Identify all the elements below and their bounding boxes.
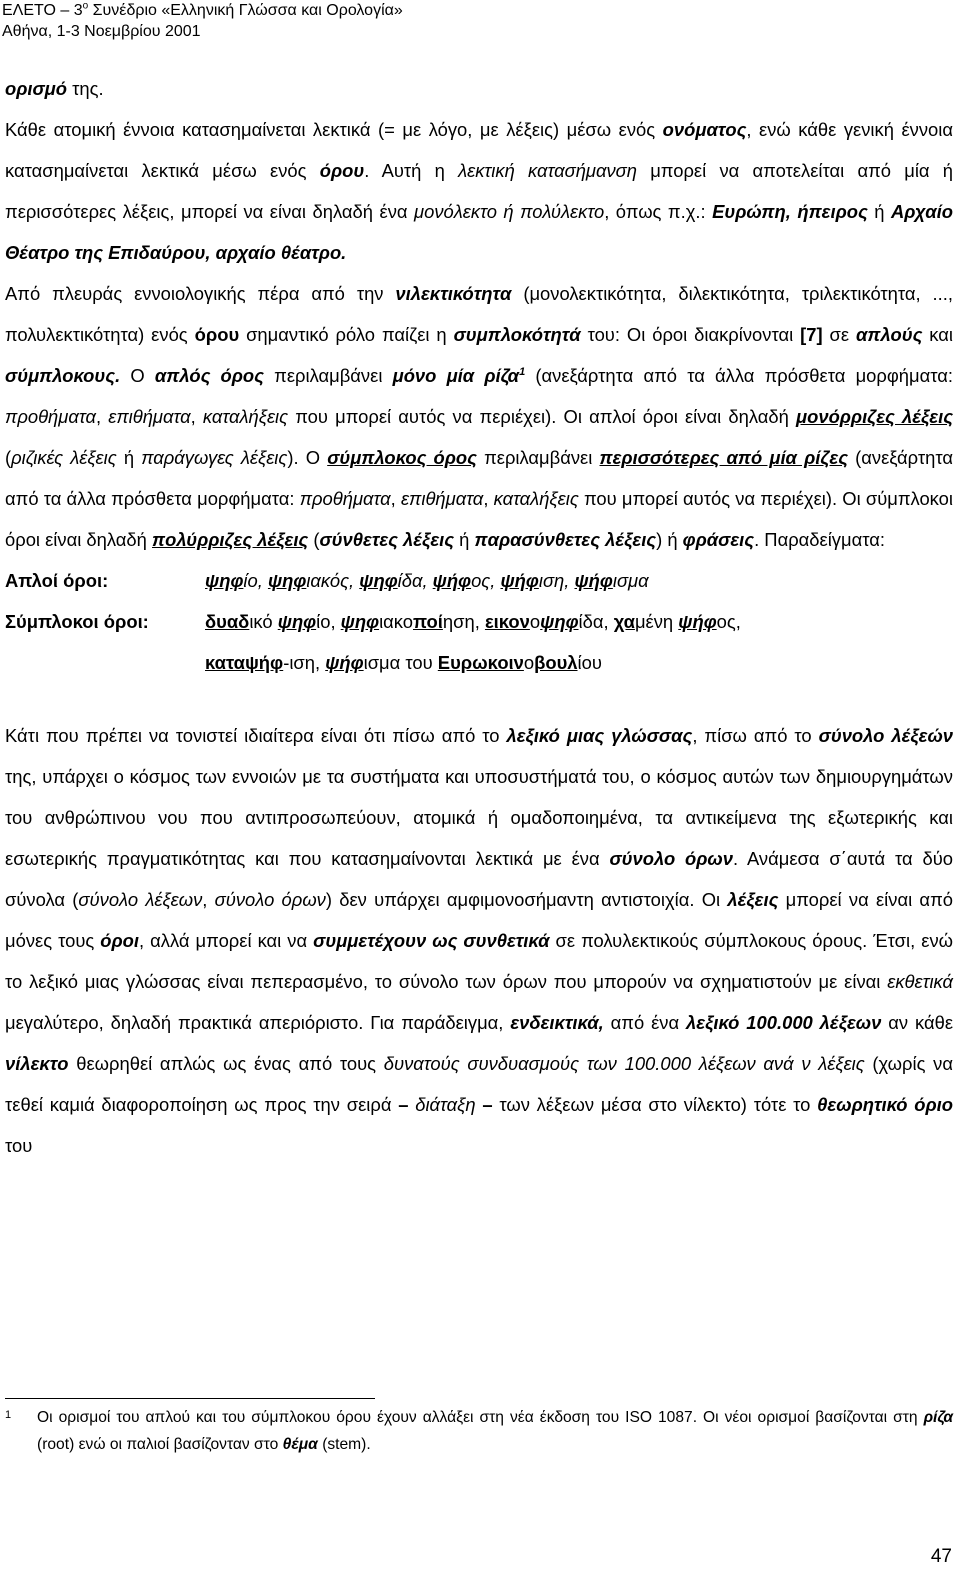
text-run: (μονολεκτικότητα, διλεκτικότητα, τριλεκτικότητα, ..., πολυλεκτικότητα) ενός [5,283,953,345]
text-run: ( [308,529,320,550]
text-run: (ανεξάρτητα από τα άλλα πρόσθετα μορφήματα: [5,447,954,509]
text-run: σύνολο όρων [609,848,734,869]
text-run: θεωρητικό όριο [817,1094,953,1115]
text-run: . Παραδείγματα: [754,529,885,550]
text-run: χα [613,611,635,632]
text-run: συμμετέχουν ως συνθετικά [313,930,550,951]
text-run: , [483,488,494,509]
text-run: ιακο [379,611,413,632]
text-run: ονόματος [662,119,747,140]
text-run: ίδα, [397,570,433,591]
text-run: σύμπλοκους. [5,365,121,386]
text-run: 1 [519,365,526,378]
text-run: συμπλοκότητά [453,324,581,345]
text-run: εκθετικά [887,971,953,992]
text-run: – [482,1094,493,1115]
text-run: ψηφ [277,611,317,632]
text-run: μόνο μία ρίζα [392,365,520,386]
text-run: του [5,1135,33,1156]
text-run: λεκτική κατασήμανση [458,160,637,181]
text-run: ισμα του [363,652,438,673]
text-run: πολύρριζες λέξεις [152,529,309,550]
text-run: μένη [634,611,679,632]
text-run: (χωρίς να τεθεί καμιά διαφοροποίηση ως προς την σειρά [5,1053,953,1115]
text-run: ψήφ [432,570,472,591]
text-run: περιλαμβάνει [476,447,600,468]
paragraph-4 [5,715,953,1166]
text-run: Κάθε ατομική έννοια κατασημαίνεται λεκτικά (= με λόγο, με λέξεις) μέσω ενός [5,119,663,140]
text-run: Ο [120,365,155,386]
text-run: ψηφ [340,611,380,632]
text-run: ψήφ [325,652,364,673]
text-run: ικό [249,611,278,632]
text-run: θέμα [282,1436,318,1453]
text-run: και [922,324,953,345]
example-complex-label: Σύμπλοκοι όροι: [5,611,149,632]
text-run: από ένα [603,1012,687,1033]
text-run: ος, [471,570,501,591]
text-run: ψηφ [540,611,579,632]
text-run: , [390,488,401,509]
text-run: (stem). [317,1436,371,1453]
text-run: Από πλευράς εννοιολογικής πέρα από την [5,283,396,304]
text-run: ιση, [538,570,575,591]
text-run: . Ανάμεσα σ΄αυτά τα δύο σύνολα ( [5,848,954,910]
text-run: σύνολο λέξεών [818,725,954,746]
text-run: ποί [412,611,443,632]
example-simple-label: Απλοί όροι: [5,570,109,591]
footnote [5,1404,953,1458]
text-run: δυαδ [205,611,250,632]
text-run: νίλεκτο [5,1053,69,1074]
text-run: καταλήξεις [202,406,289,427]
text-run: ). Ο [287,447,328,468]
text-run: απλούς [856,324,923,345]
text-run: όρου [194,324,240,345]
text-run: της, υπάρχει ο κόσμος των εννοιών με τα συστήματα και υποσυστήματά του, ο κόσμος αυτών των δημιουργημάτων του ανθρώπινου νου που αντιπροσωπεύουν, ατομικά ή ομαδοποιημένα, τα αντικείμενα της εξωτερικής και εσωτερικής πραγματικότητας και που κατασημαίνονται λεκτικά με ένα [5,766,953,869]
text-run: ψηφ [267,570,307,591]
running-header [2,0,403,42]
text-run: , όπως π.χ.: [604,201,713,222]
text-run: ο [523,652,535,673]
example-simple-terms [5,560,953,601]
text-run: ψήφ [678,611,717,632]
text-run: που μπορεί αυτός να περιέχει). Οι σύμπλοκοι όροι είναι δηλαδή [5,488,953,550]
text-run: μονόλεκτο ή πολύλεκτο [414,201,605,222]
text-run: ίδα, [578,611,614,632]
text-run: λεξικό 100.000 λέξεων [686,1012,882,1033]
text-run: της. [67,78,104,99]
example-complex-values [205,601,953,683]
text-run: παρασύνθετες λέξεις [474,529,657,550]
text-run: καταλήξεις [493,488,579,509]
text-run: σε πολυλεκτικούς σύμπλοκους όρους. Έτσι, ενώ το λεξικό μιας γλώσσας είναι πεπερασμένο, το σύνολο των όρων που μπορούν να σχηματιστούν με είναι [5,930,953,992]
text-run: ίο, [316,611,341,632]
text-run: επιθήματα [400,488,484,509]
text-run: καταψήφ [205,652,284,673]
paragraph-1 [5,68,953,109]
footnote-number: 1 [5,1409,12,1421]
text-run: -ιση, [283,652,326,673]
text-run: ) ή [656,529,683,550]
text-run: σύνολο λέξεων [78,889,203,910]
text-run: ίου [577,652,602,673]
text-run: του: Οι όροι διακρίνονται [580,324,801,345]
text-run: . Αυτή η [364,160,459,181]
text-run: ορισμό [5,78,68,99]
text-run: ψηφ [359,570,398,591]
text-run: ή [454,529,475,550]
text-run: παράγωγες λέξεις [141,447,288,468]
text-run: θεωρηθεί απλώς ως ένας από τους [68,1053,384,1074]
text-run: των λέξεων μέσα στο νίλεκτο) τότε το [492,1094,818,1115]
example-complex-line-2 [205,652,602,673]
text-run: ψήφ [574,570,613,591]
text-run: μονόρριζες λέξεις [796,406,953,427]
text-run: ενδεικτικά, [510,1012,604,1033]
text-run: απλός όρος [154,365,264,386]
text-run: εικον [484,611,530,632]
text-run: ρίζα [923,1409,953,1426]
text-run: , [202,889,215,910]
document-body [5,68,953,1166]
text-run: περιλαμβάνει [263,365,393,386]
text-run: δυνατούς συνδυασμούς των 100.000 λέξεων ανά ν λέξεις [383,1053,865,1074]
text-run: , πίσω από το [692,725,819,746]
text-run: επιθήματα [108,406,191,427]
text-run: σύνθετες λέξεις [319,529,455,550]
text-run: λέξεις [727,889,779,910]
text-run: , αλλά μπορεί και να [139,930,314,951]
example-complex-line-1 [205,611,741,632]
text-run: προθήματα [299,488,391,509]
text-run: ιακός, [306,570,360,591]
conference-title: ΕΛΕΤΟ – $3^o$ Συνέδριο «Ελληνική Γλώσσα και Ορολογία» [2,0,403,19]
text-run: Ευρώπη, ήπειρος [712,201,868,222]
text-run: Αρχαίο Θέατρο της Επιδαύρου, αρχαίο θέατρο. [5,201,953,263]
text-run: ( [5,447,12,468]
text-run: προθήματα [5,406,96,427]
text-run: ο [529,611,541,632]
conference-date: Αθήνα, 1-3 Νοεμβρίου 2001 [2,23,201,40]
text-run: σύμπλοκος όρος [327,447,477,468]
text-run: μπορεί να αποτελείται από μία ή περισσότερες λέξεις, μπορεί να είναι δηλαδή ένα [5,160,954,222]
text-run: αν κάθε [881,1012,954,1033]
text-run: ίο, [243,570,268,591]
text-run: ψηφ [205,570,244,591]
text-run: όροι [100,930,140,951]
text-run: Κάτι που πρέπει να τονιστεί ιδιαίτερα είναι ότι πίσω από το [5,725,507,746]
text-run: ) δεν υπάρχει αμφιμονοσήμαντη αντιστοιχία. Οι [325,889,728,910]
text-run: μεγαλύτερο, δηλαδή πρακτικά απεριόριστο. Για παράδειγμα, [5,1012,511,1033]
paragraph-2 [5,109,953,273]
text-run: ή [867,201,891,222]
text-run: ή [116,447,142,468]
text-run: (root) ενώ οι παλιοί βασίζονταν στο [37,1436,283,1453]
text-run: περισσότερες από μία ρίζες [599,447,848,468]
example-simple-values [205,560,953,601]
paragraph-3 [5,273,953,560]
text-run: Ευρωκοιν [437,652,524,673]
text-run: ος, [716,611,741,632]
text-run: νιλεκτικότητα [395,283,512,304]
text-run: φράσεις [682,529,755,550]
text-run: σε [822,324,856,345]
text-run: ηση, [442,611,485,632]
page-number: 47 [930,1546,952,1567]
text-run: σημαντικό ρόλο παίζει η [239,324,454,345]
text-run: διάταξη [415,1094,476,1115]
text-run: όρου [319,160,365,181]
text-run: (ανεξάρτητα από τα άλλα πρόσθετα μορφήματα: [525,365,953,386]
text-run: , ενώ κάθε γενική έννοια κατασημαίνεται λεκτικά μέσω ενός [5,119,953,181]
text-run: λεξικό μιας γλώσσας [506,725,693,746]
text-run: ψήφ [500,570,539,591]
text-run: που μπορεί αυτός να περιέχει). Οι απλοί όροι είναι δηλαδή [288,406,797,427]
text-run: – [398,1094,409,1115]
text-run: σύνολο όρων [214,889,326,910]
footnote-separator [5,1398,375,1399]
text-run: Οι ορισμοί του απλού και του σύμπλοκου όρου έχουν αλλάξει στη νέα έκδοση του ISO 1087. Οι νέοι ορισμοί βασίζονται στη [37,1409,924,1426]
text-run: ισμα [612,570,649,591]
text-run: βουλ [534,652,578,673]
text-run: , [190,406,203,427]
text-run: , [95,406,109,427]
example-complex-terms [5,601,953,683]
text-run: ριζικές λέξεις [11,447,117,468]
text-run: μπορεί να είναι από μόνες τους [5,889,953,951]
footnote-text [37,1404,953,1458]
text-run: [7] [800,324,823,345]
